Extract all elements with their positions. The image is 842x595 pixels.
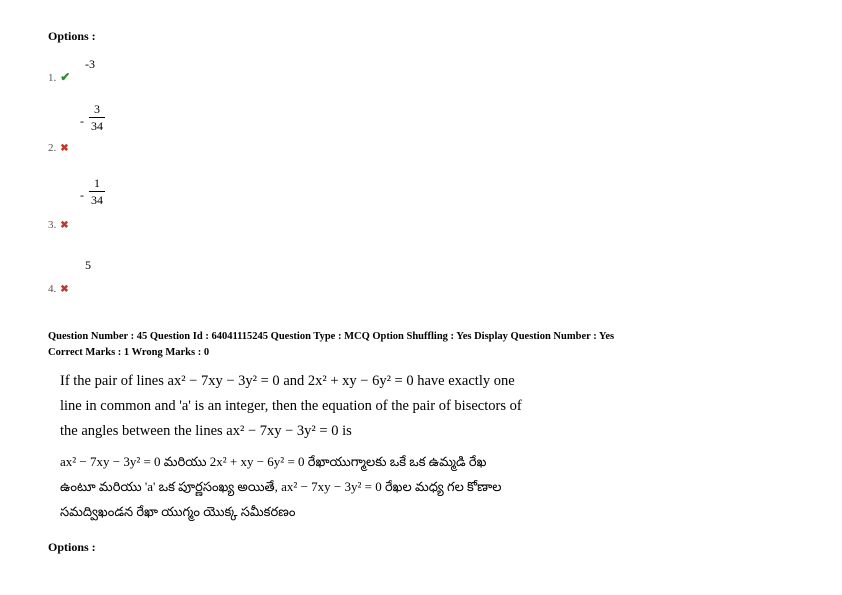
equation: ax² − 7xy − 3y² = 0 [167, 373, 280, 389]
minus-sign: - [80, 188, 84, 202]
option-number: 2. [48, 142, 57, 154]
option-1[interactable] [48, 68, 70, 86]
options-label-bottom: Options : [48, 540, 96, 554]
option-2-value [80, 102, 105, 135]
cross-icon: ✖ [60, 284, 69, 295]
cross-icon: ✖ [60, 220, 69, 231]
minus-sign: - [80, 114, 84, 128]
option-4-value: 5 [85, 258, 91, 272]
equation: ax² − 7xy − 3y² = 0 [226, 423, 339, 439]
telugu-line-2: ఉంటూ మరియు 'a' ఒక పూర్ణసంఖ్య అయితే, ax² − 7xy − 3y² = 0 రేఖల మధ్య గల కోణాల [60, 479, 502, 494]
numerator: 1 [94, 176, 100, 190]
question-meta-line1: Question Number : 45 Question Id : 64041115245 Question Type : MCQ Option Shuffling : Yes Display Question Number : Yes [48, 331, 615, 342]
cross-icon: ✖ [60, 143, 69, 154]
denominator: 34 [91, 119, 103, 133]
question-meta-line2: Correct Marks : 1 Wrong Marks : 0 [48, 347, 210, 358]
denominator: 34 [91, 193, 103, 207]
question-line-1: If the pair of lines ax² − 7xy − 3y² = 0 and 2x² + xy − 6y² = 0 have exactly one [60, 373, 515, 389]
option-3[interactable] [48, 215, 69, 233]
numerator: 3 [94, 102, 100, 116]
check-icon: ✔ [60, 70, 71, 84]
option-number: 1. [48, 72, 57, 84]
telugu-line-3: సమద్విఖండన రేఖా యుగ్మం యొక్క సమీకరణం [60, 504, 296, 519]
question-line-2: line in common and 'a' is an integer, then the equation of the pair of bisectors of [60, 398, 522, 414]
telugu-line-1: ax² − 7xy − 3y² = 0 మరియు 2x² + xy − 6y² = 0 రేఖాయుగ్మాలకు ఒకే ఒక ఉమ్మడి రేఖ [60, 454, 487, 469]
option-4[interactable] [48, 279, 69, 297]
option-number: 4. [48, 283, 57, 295]
options-label-top: Options : [48, 29, 96, 43]
question-line-3: the angles between the lines ax² − 7xy − 3y² = 0 is [60, 423, 352, 439]
option-1-value: -3 [85, 57, 95, 71]
equation: 2x² + xy − 6y² = 0 [307, 373, 414, 389]
option-3-value [80, 176, 105, 209]
option-2[interactable] [48, 138, 69, 156]
option-number: 3. [48, 219, 57, 231]
question-telugu [60, 449, 501, 524]
question-english [60, 369, 522, 444]
fraction [89, 102, 105, 133]
fraction [89, 176, 105, 207]
